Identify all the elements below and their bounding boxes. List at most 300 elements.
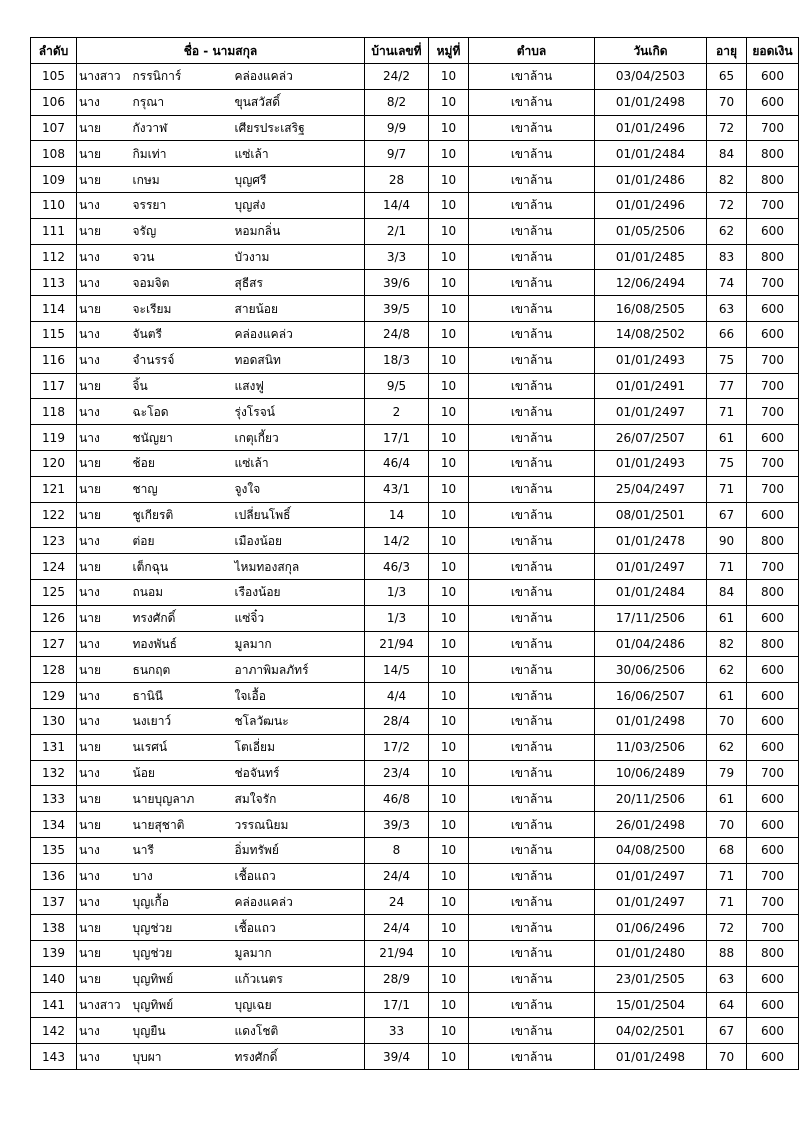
last-name-cell: บุญส่ง [223,192,365,218]
table-row [31,347,799,373]
tambon-cell: เขาล้าน [469,554,595,580]
first-name-cell: ช้อย [125,450,223,476]
last-name-cell: บุญศรี [223,167,365,193]
tambon-cell: เขาล้าน [469,218,595,244]
table-row [31,373,799,399]
house-number-cell: 2/1 [365,218,429,244]
birth-date-cell: 03/04/2503 [595,64,707,90]
birth-date-cell: 01/01/2497 [595,399,707,425]
first-name-cell: บุญทิพย์ [125,966,223,992]
table-row [31,760,799,786]
tambon-cell: เขาล้าน [469,450,595,476]
table-row [31,399,799,425]
name-title-cell: นาย [77,167,125,193]
table-row [31,89,799,115]
first-name-cell: ฉะโอด [125,399,223,425]
allowance-amount-cell: 600 [747,657,799,683]
house-number-cell: 46/3 [365,554,429,580]
allowance-amount-cell: 700 [747,760,799,786]
moo-number-cell: 10 [429,64,469,90]
house-number-cell: 28/9 [365,966,429,992]
moo-number-cell: 10 [429,1044,469,1070]
birth-date-cell: 01/01/2496 [595,192,707,218]
last-name-cell: มูลมาก [223,631,365,657]
name-title-cell: นาย [77,786,125,812]
table-row [31,631,799,657]
row-number-cell: 137 [31,889,77,915]
name-title-cell: นาง [77,708,125,734]
age-cell: 82 [707,167,747,193]
house-number-cell: 39/3 [365,812,429,838]
tambon-cell: เขาล้าน [469,502,595,528]
last-name-cell: ทอดสนิท [223,347,365,373]
house-number-cell: 8 [365,837,429,863]
birth-date-cell: 16/06/2507 [595,683,707,709]
name-title-cell: นาย [77,296,125,322]
tambon-cell: เขาล้าน [469,296,595,322]
row-number-cell: 106 [31,89,77,115]
allowance-amount-cell: 600 [747,296,799,322]
table-row [31,863,799,889]
name-title-cell: นาง [77,528,125,554]
first-name-cell: จวน [125,244,223,270]
house-number-cell: 24 [365,889,429,915]
house-number-cell: 39/4 [365,1044,429,1070]
tambon-cell: เขาล้าน [469,141,595,167]
age-cell: 65 [707,64,747,90]
tambon-cell: เขาล้าน [469,89,595,115]
age-cell: 61 [707,786,747,812]
tambon-cell: เขาล้าน [469,244,595,270]
first-name-cell: นงเยาว์ [125,708,223,734]
first-name-cell: ชนัญยา [125,425,223,451]
moo-number-cell: 10 [429,244,469,270]
row-number-cell: 133 [31,786,77,812]
birth-date-cell: 01/01/2480 [595,941,707,967]
age-cell: 61 [707,425,747,451]
tambon-cell: เขาล้าน [469,966,595,992]
table-row [31,218,799,244]
col-header-name: ชื่อ - นามสกุล [77,38,365,64]
name-title-cell: นาง [77,347,125,373]
first-name-cell: กังวาฬ [125,115,223,141]
birth-date-cell: 01/01/2496 [595,115,707,141]
first-name-cell: ทองพันธ์ [125,631,223,657]
tambon-cell: เขาล้าน [469,605,595,631]
allowance-amount-cell: 800 [747,141,799,167]
birth-date-cell: 25/04/2497 [595,476,707,502]
row-number-cell: 107 [31,115,77,141]
house-number-cell: 21/94 [365,941,429,967]
row-number-cell: 108 [31,141,77,167]
house-number-cell: 17/1 [365,992,429,1018]
name-title-cell: นางสาว [77,992,125,1018]
moo-number-cell: 10 [429,321,469,347]
moo-number-cell: 10 [429,657,469,683]
row-number-cell: 112 [31,244,77,270]
age-cell: 90 [707,528,747,554]
header-row [31,38,799,64]
name-title-cell: นาง [77,889,125,915]
row-number-cell: 110 [31,192,77,218]
row-number-cell: 138 [31,915,77,941]
moo-number-cell: 10 [429,708,469,734]
last-name-cell: แดงโชติ [223,1018,365,1044]
tambon-cell: เขาล้าน [469,941,595,967]
allowance-amount-cell: 700 [747,863,799,889]
last-name-cell: บัวงาม [223,244,365,270]
first-name-cell: เต็กฉุน [125,554,223,580]
age-cell: 72 [707,915,747,941]
table-row [31,321,799,347]
name-title-cell: นาง [77,89,125,115]
table-row [31,683,799,709]
name-title-cell: นาย [77,115,125,141]
age-cell: 70 [707,708,747,734]
allowance-amount-cell: 600 [747,786,799,812]
tambon-cell: เขาล้าน [469,321,595,347]
moo-number-cell: 10 [429,192,469,218]
allowance-amount-cell: 600 [747,321,799,347]
birth-date-cell: 20/11/2506 [595,786,707,812]
house-number-cell: 3/3 [365,244,429,270]
house-number-cell: 24/8 [365,321,429,347]
age-cell: 61 [707,605,747,631]
table-row [31,141,799,167]
age-cell: 62 [707,218,747,244]
house-number-cell: 39/6 [365,270,429,296]
house-number-cell: 17/2 [365,734,429,760]
birth-date-cell: 26/07/2507 [595,425,707,451]
first-name-cell: ต่อย [125,528,223,554]
first-name-cell: นายสุชาติ [125,812,223,838]
last-name-cell: แก้วเนตร [223,966,365,992]
age-cell: 63 [707,296,747,322]
last-name-cell: อาภาพิมลภัทร์ [223,657,365,683]
name-title-cell: นาย [77,605,125,631]
last-name-cell: คล่องแคล่ว [223,321,365,347]
first-name-cell: จิ้น [125,373,223,399]
table-row [31,657,799,683]
moo-number-cell: 10 [429,1018,469,1044]
name-title-cell: นาย [77,141,125,167]
first-name-cell: กรรนิการ์ [125,64,223,90]
allowance-amount-cell: 600 [747,734,799,760]
col-header-age: อายุ [707,38,747,64]
tambon-cell: เขาล้าน [469,528,595,554]
house-number-cell: 4/4 [365,683,429,709]
name-title-cell: นาย [77,554,125,580]
last-name-cell: ช่อจันทร์ [223,760,365,786]
allowance-amount-cell: 600 [747,992,799,1018]
row-number-cell: 121 [31,476,77,502]
last-name-cell: แซ่เล้า [223,141,365,167]
table-row [31,502,799,528]
row-number-cell: 135 [31,837,77,863]
col-header-dob: วันเกิด [595,38,707,64]
tambon-cell: เขาล้าน [469,992,595,1018]
last-name-cell: ไหมทองสกุล [223,554,365,580]
first-name-cell: บุญช่วย [125,915,223,941]
age-cell: 71 [707,399,747,425]
allowance-amount-cell: 600 [747,502,799,528]
house-number-cell: 17/1 [365,425,429,451]
moo-number-cell: 10 [429,296,469,322]
row-number-cell: 132 [31,760,77,786]
birth-date-cell: 16/08/2505 [595,296,707,322]
house-number-cell: 14/2 [365,528,429,554]
table-row [31,528,799,554]
moo-number-cell: 10 [429,941,469,967]
first-name-cell: ทรงศักดิ์ [125,605,223,631]
first-name-cell: นเรศน์ [125,734,223,760]
table-row [31,915,799,941]
row-number-cell: 120 [31,450,77,476]
age-cell: 83 [707,244,747,270]
row-number-cell: 134 [31,812,77,838]
first-name-cell: เกษม [125,167,223,193]
last-name-cell: รุ่งโรจน์ [223,399,365,425]
age-cell: 67 [707,1018,747,1044]
moo-number-cell: 10 [429,889,469,915]
moo-number-cell: 10 [429,476,469,502]
last-name-cell: คล่องแคล่ว [223,889,365,915]
age-cell: 72 [707,115,747,141]
allowance-amount-cell: 700 [747,450,799,476]
row-number-cell: 125 [31,579,77,605]
last-name-cell: มูลมาก [223,941,365,967]
tambon-cell: เขาล้าน [469,425,595,451]
first-name-cell: บาง [125,863,223,889]
house-number-cell: 1/3 [365,579,429,605]
house-number-cell: 1/3 [365,605,429,631]
row-number-cell: 115 [31,321,77,347]
allowance-amount-cell: 600 [747,89,799,115]
allowance-amount-cell: 600 [747,708,799,734]
moo-number-cell: 10 [429,425,469,451]
table-row [31,425,799,451]
tambon-cell: เขาล้าน [469,192,595,218]
last-name-cell: ขุนสวัสดิ์ [223,89,365,115]
birth-date-cell: 01/05/2506 [595,218,707,244]
row-number-cell: 113 [31,270,77,296]
last-name-cell: โตเอี่ยม [223,734,365,760]
col-header-moo: หมู่ที่ [429,38,469,64]
moo-number-cell: 10 [429,399,469,425]
birth-date-cell: 23/01/2505 [595,966,707,992]
moo-number-cell: 10 [429,734,469,760]
tambon-cell: เขาล้าน [469,760,595,786]
row-number-cell: 116 [31,347,77,373]
name-title-cell: นาย [77,218,125,244]
row-number-cell: 109 [31,167,77,193]
moo-number-cell: 10 [429,992,469,1018]
house-number-cell: 28 [365,167,429,193]
moo-number-cell: 10 [429,812,469,838]
table-row [31,837,799,863]
tambon-cell: เขาล้าน [469,270,595,296]
first-name-cell: ชาญ [125,476,223,502]
birth-date-cell: 01/01/2485 [595,244,707,270]
birth-date-cell: 01/01/2486 [595,167,707,193]
first-name-cell: ชูเกียรติ [125,502,223,528]
row-number-cell: 131 [31,734,77,760]
birth-date-cell: 01/01/2498 [595,1044,707,1070]
age-cell: 79 [707,760,747,786]
first-name-cell: จอมจิต [125,270,223,296]
table-row [31,734,799,760]
last-name-cell: สายน้อย [223,296,365,322]
col-header-amount: ยอดเงิน [747,38,799,64]
moo-number-cell: 10 [429,863,469,889]
house-number-cell: 18/3 [365,347,429,373]
row-number-cell: 123 [31,528,77,554]
first-name-cell: กรุณา [125,89,223,115]
moo-number-cell: 10 [429,605,469,631]
allowance-amount-cell: 700 [747,399,799,425]
table-row [31,1044,799,1070]
house-number-cell: 46/4 [365,450,429,476]
moo-number-cell: 10 [429,786,469,812]
moo-number-cell: 10 [429,270,469,296]
first-name-cell: กิมเท่า [125,141,223,167]
last-name-cell: แซ่จิ๋ว [223,605,365,631]
last-name-cell: จูงใจ [223,476,365,502]
row-number-cell: 142 [31,1018,77,1044]
tambon-cell: เขาล้าน [469,579,595,605]
name-title-cell: นาย [77,941,125,967]
allowance-amount-cell: 700 [747,889,799,915]
birth-date-cell: 01/01/2498 [595,89,707,115]
age-cell: 71 [707,554,747,580]
last-name-cell: หอมกลิ่น [223,218,365,244]
house-number-cell: 39/5 [365,296,429,322]
allowance-amount-cell: 600 [747,218,799,244]
table-row [31,450,799,476]
house-number-cell: 46/8 [365,786,429,812]
birth-date-cell: 17/11/2506 [595,605,707,631]
moo-number-cell: 10 [429,966,469,992]
name-title-cell: นาย [77,450,125,476]
tambon-cell: เขาล้าน [469,734,595,760]
tambon-cell: เขาล้าน [469,657,595,683]
last-name-cell: แซ่เล้า [223,450,365,476]
last-name-cell: เชื้อแถว [223,863,365,889]
first-name-cell: จรรยา [125,192,223,218]
tambon-cell: เขาล้าน [469,683,595,709]
birth-date-cell: 08/01/2501 [595,502,707,528]
age-cell: 71 [707,476,747,502]
age-cell: 70 [707,89,747,115]
house-number-cell: 23/4 [365,760,429,786]
name-title-cell: นาง [77,1044,125,1070]
name-title-cell: นาง [77,863,125,889]
age-cell: 82 [707,631,747,657]
birth-date-cell: 01/01/2493 [595,450,707,476]
age-cell: 75 [707,450,747,476]
age-cell: 72 [707,192,747,218]
allowance-amount-cell: 600 [747,64,799,90]
name-title-cell: นาง [77,399,125,425]
birth-date-cell: 26/01/2498 [595,812,707,838]
name-title-cell: นาย [77,476,125,502]
row-number-cell: 105 [31,64,77,90]
row-number-cell: 111 [31,218,77,244]
birth-date-cell: 04/08/2500 [595,837,707,863]
moo-number-cell: 10 [429,347,469,373]
house-number-cell: 14 [365,502,429,528]
birth-date-cell: 01/01/2484 [595,141,707,167]
table-row [31,64,799,90]
age-cell: 62 [707,734,747,760]
last-name-cell: สมใจรัก [223,786,365,812]
birth-date-cell: 15/01/2504 [595,992,707,1018]
age-cell: 84 [707,579,747,605]
tambon-cell: เขาล้าน [469,347,595,373]
row-number-cell: 127 [31,631,77,657]
row-number-cell: 118 [31,399,77,425]
col-header-house: บ้านเลขที่ [365,38,429,64]
birth-date-cell: 11/03/2506 [595,734,707,760]
row-number-cell: 136 [31,863,77,889]
age-cell: 84 [707,141,747,167]
allowance-amount-cell: 700 [747,115,799,141]
moo-number-cell: 10 [429,631,469,657]
table-row [31,941,799,967]
last-name-cell: เชื้อแถว [223,915,365,941]
age-cell: 64 [707,992,747,1018]
tambon-cell: เขาล้าน [469,837,595,863]
table-row [31,992,799,1018]
name-title-cell: นาง [77,760,125,786]
last-name-cell: เรืองน้อย [223,579,365,605]
tambon-cell: เขาล้าน [469,631,595,657]
row-number-cell: 128 [31,657,77,683]
row-number-cell: 119 [31,425,77,451]
moo-number-cell: 10 [429,141,469,167]
last-name-cell: แสงฟู [223,373,365,399]
allowance-amount-cell: 800 [747,167,799,193]
house-number-cell: 43/1 [365,476,429,502]
name-title-cell: นาง [77,425,125,451]
tambon-cell: เขาล้าน [469,476,595,502]
row-number-cell: 126 [31,605,77,631]
name-title-cell: นาง [77,321,125,347]
house-number-cell: 24/4 [365,863,429,889]
age-cell: 62 [707,657,747,683]
allowance-amount-cell: 600 [747,1018,799,1044]
tambon-cell: เขาล้าน [469,889,595,915]
last-name-cell: เปลี่ยนโพธิ์ [223,502,365,528]
allowance-amount-cell: 600 [747,966,799,992]
name-title-cell: นาง [77,1018,125,1044]
moo-number-cell: 10 [429,89,469,115]
allowance-amount-cell: 700 [747,192,799,218]
tambon-cell: เขาล้าน [469,786,595,812]
birth-date-cell: 01/01/2491 [595,373,707,399]
moo-number-cell: 10 [429,115,469,141]
age-cell: 66 [707,321,747,347]
allowance-amount-cell: 600 [747,812,799,838]
name-title-cell: นาย [77,734,125,760]
last-name-cell: เมืองน้อย [223,528,365,554]
tambon-cell: เขาล้าน [469,812,595,838]
birth-date-cell: 01/06/2496 [595,915,707,941]
table-row [31,966,799,992]
row-number-cell: 124 [31,554,77,580]
first-name-cell: จำนรรจ์ [125,347,223,373]
allowance-amount-cell: 800 [747,631,799,657]
